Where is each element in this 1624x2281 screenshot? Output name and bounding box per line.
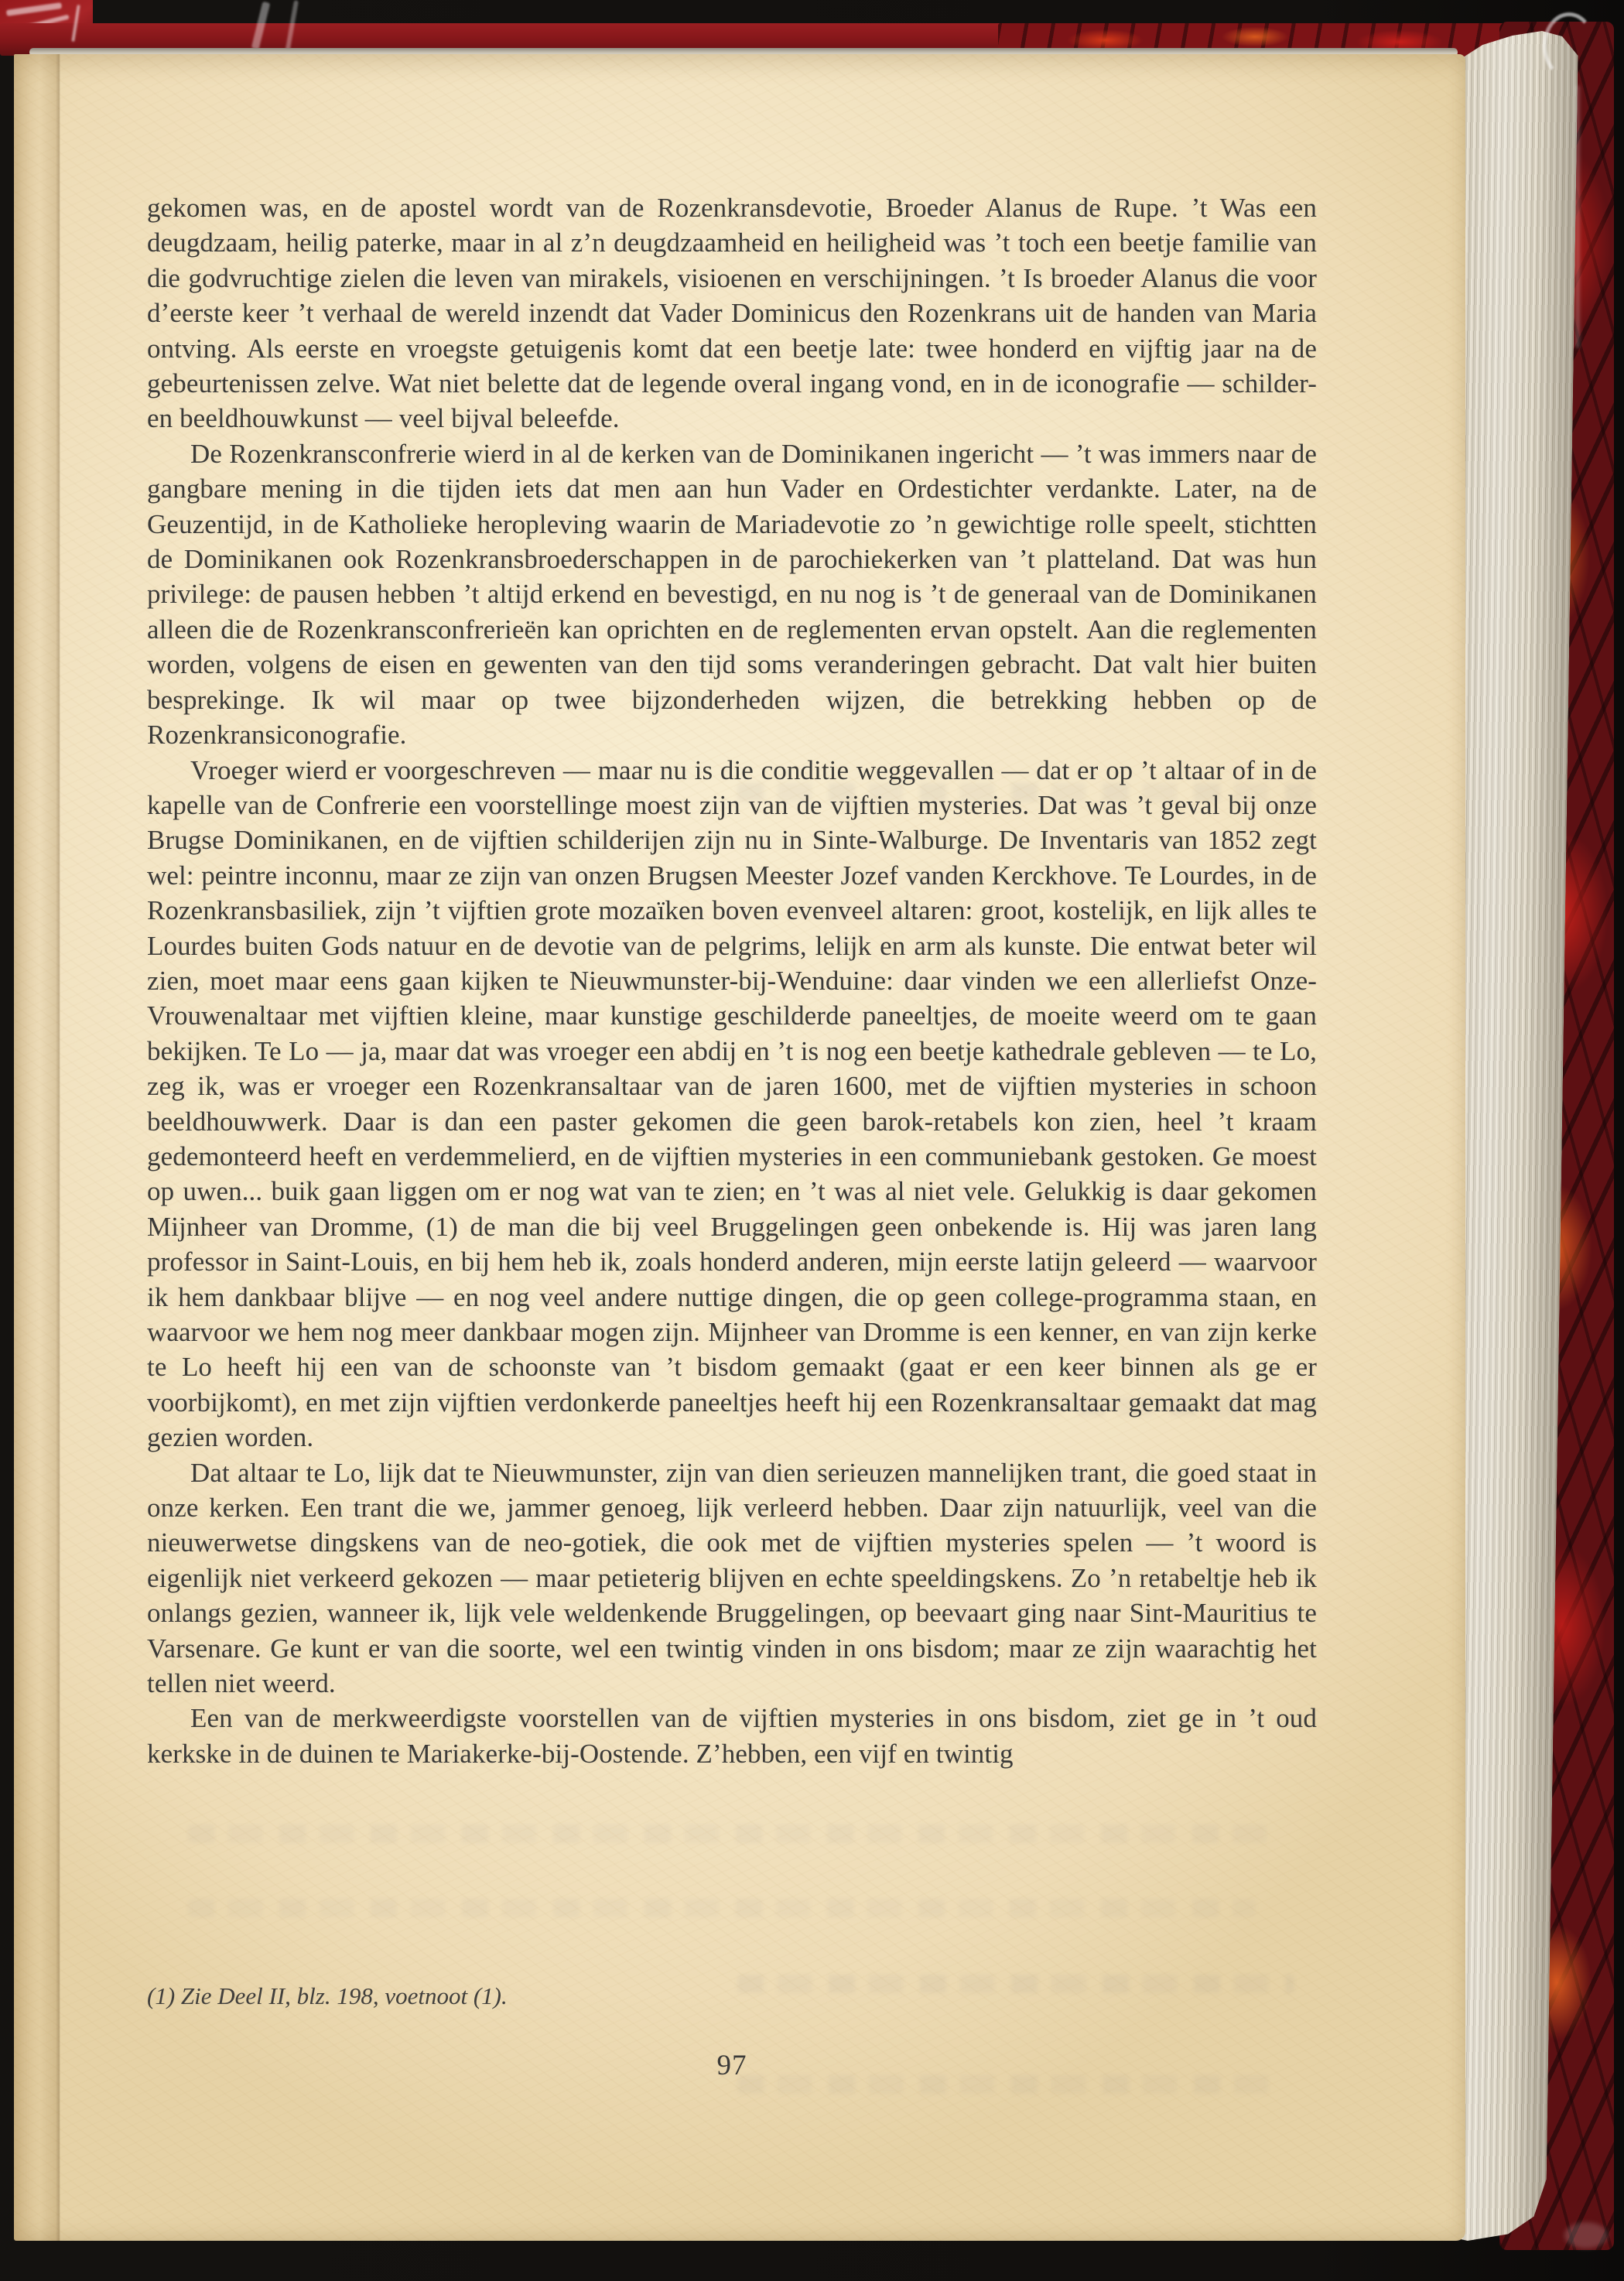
bleedthrough-ghost: [188, 1824, 1267, 1843]
paragraph: De Rozenkransconfrerie wierd in al de kerken van de Dominikanen ingericht — ’t was immers naar de gangbare mening in die tijden iets dat men aan hun Vader en Ordestichter verdankte. Later, na de Geuzentijd, in de Katholieke heropleving waarin de Mariadevotie zo ’n gewichtige rolle speelt, stichtten de Dominikanen ook Rozenkransbroederschappen in de parochiekerken van ’t platteland. Dat was hun privilege: de pausen hebben ’t altijd erkend en bevestigd, en nu nog is ’t de generaal van de Dominikanen alleen die de Rozenkransconfrerieën kan oprichten en de reglementen ervan opstelt. Aan die reglementen worden, volgens de eisen en gewenten van den tijd soms veranderingen gebracht. Dat valt hier buiten besprekinge. Ik wil maar op twee bijzonderheden wijzen, die betrekking hebben op de Rozenkransiconografie.: [147, 438, 1317, 751]
book-page: [14, 54, 1465, 2241]
body-text: [147, 190, 1317, 1771]
plastic-glare-arc: [1543, 12, 1595, 79]
footnote: (1) Zie Deel II, blz. 198, voetnoot (1).: [147, 1982, 508, 2009]
plastic-glare-blob: [1564, 2222, 1608, 2249]
paragraph: gekomen was, en de apostel wordt van de Rozenkransdevotie, Broeder Alanus de Rupe. ’t Was een deugdzaam, heilig paterke, maar in al z’n deugdzaamheid en heiligheid was ’t toch een beetje familie van die godvruchtige zielen die leven van mirakels, visioenen en verschijningen. ’t Is broeder Alanus die voor d’eerste keer ’t verhaal de wereld inzendt dat Vader Dominicus den Rozenkrans uit de handen van Maria ontving. Als eerste en vroegste getuigenis komt dat een beetje late: twee honderd en vijftig jaar na de gebeurtenissen zelve. Wat niet belette dat de legende overal ingang vond, en in de iconografie — schilder- en beeldhouwkunst — veel bijval beleefde.: [147, 193, 1317, 434]
paragraph: Een van de merkweerdigste voorstellen van de vijftien mysteries in ons bisdom, ziet ge in ’t oud kerkske in de duinen te Mariakerke-bij-Oostende. Z’hebben, een vijf en twintig: [147, 1703, 1317, 1769]
bleedthrough-ghost: [188, 1899, 1256, 1917]
plastic-glare-streak: [1575, 85, 1580, 348]
paragraph: Vroeger wierd er voorgeschreven — maar nu is die conditie weggevallen — dat er op ’t altaar of in de kapelle van de Confrerie een voorstellinge moest zijn van de vijftien mysteries. Dat was ’t geval bij onze Brugse Dominikanen, en de vijftien schilderijen zijn nu in Sinte-Walburge. De Inventaris van 1852 zegt wel: peintre inconnu, maar ze zijn van onzen Brugsen Meester Jozef vanden Kerckhove. Te Lourdes, in de Rozenkransbasiliek, zijn ’t vijftien grote mozaïken boven evenveel altaren: groot, kostelijk, en lijk alles te Lourdes buiten Gods natuur en de devotie van de pelgrims, lelijk en arm als kunste. Die entwat beter wil zien, moet maar eens gaan kijken te Nieuwmunster-bij-Wenduine: daar vinden we een allerliefst Onze-Vrouwenaltaar met vijftien kleine, maar kunstige geschilderde paneeltjes, de moeite weerd om te gaan bekijken. Te Lo — ja, maar dat was vroeger een abdij en ’t is nog een beetje kathedrale gebleven — te Lo, zeg ik, was er vroeger een Rozenkransaltaar van de jaren 1600, met de vijftien mysteries in schoon beeldhouwwerk. Daar is dan een paster gekomen die geen barok-retabels kon zien, heel ’t kraam gedemonteerd heeft en verdemmelierd, en de vijftien mysteries in een communiebank gestoken. Ge moest op uwen... buik gaan liggen om er nog wat van te zien; en ’t was al niet vele. Gelukkig is daar gekomen Mijnheer van Dromme, (1) de man die bij veel Bruggelingen geen onbekende is. Hij was jaren lang professor in Saint-Louis, en bij hem heb ik, zoals honderd anderen, mijn eerste latijn geleerd — waarvoor ik hem dankbaar blijve — en nog veel andere nuttige dingen, die op geen college-programma staan, en waarvoor we hem nog meer dankbaar mogen zijn. Mijnheer van Dromme is een kenner, en van zijn kerke te Lo heeft hij een van de schoonste van ’t bisdom gemaakt (gaat er een keer binnen als ge er voorbijkomt), en met zijn vijftien verdonkerde paneeltjes heeft hij een Rozenkransaltaar gemaakt dat mag gezien worden.: [147, 754, 1317, 1453]
paragraph: Dat altaar te Lo, lijk dat te Nieuwmunster, zijn van dien serieuzen mannelijken trant, die goed staat in onze kerken. Een trant die we, jammer genoeg, lijk verleerd hebben. Daar zijn natuurlijk, veel van die nieuwerwetse dingskens van de neo-gotiek, die ook met de vijftien mysteries spelen — ’t woord is eigenlijk niet verkeerd gekozen — maar petieterig blijven en echte speeldingskens. Zo ’n retabeltje heb ik onlangs gezien, wanneer ik, lijk vele weldenkende Bruggelingen, op beevaart ging naar Sint-Mauritius te Varsenare. Ge kunt er van die soorte, wel een twintig vinden in ons bisdom; maar ze zijn waarachtig het tellen niet weerd.: [147, 1457, 1317, 1699]
page-number: 97: [716, 2050, 747, 2081]
plastic-glare-streak: [6, 2, 62, 16]
page-gutter-shadow: [14, 54, 60, 2241]
